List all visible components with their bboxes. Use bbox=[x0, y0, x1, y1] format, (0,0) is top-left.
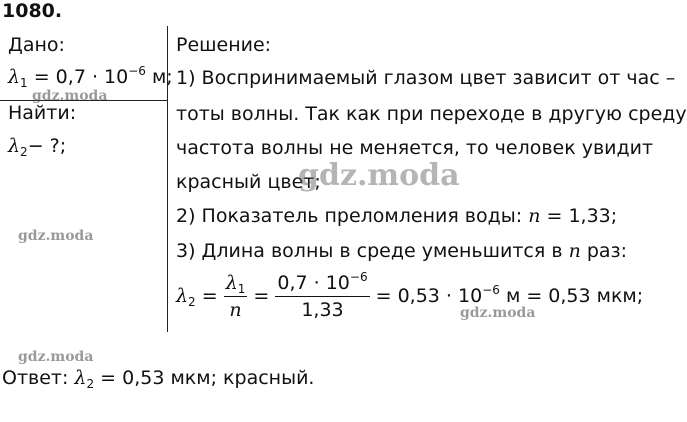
lambda2-symbol: λ bbox=[8, 135, 21, 157]
solution-line-5 bbox=[176, 205, 617, 227]
watermark: gdz.moda bbox=[32, 88, 108, 104]
frac1-den: n bbox=[229, 299, 242, 321]
problem-number: 1080. bbox=[2, 0, 63, 22]
find-lambda2 bbox=[8, 135, 66, 157]
line5-prefix: 2) Показатель преломления воды: bbox=[176, 205, 529, 227]
answer-value: = 0,53 мкм; красный. bbox=[94, 367, 315, 389]
given-lambda1 bbox=[8, 66, 173, 88]
formula-lhs-symbol: λ bbox=[176, 285, 189, 307]
lambda1-symbol: λ bbox=[8, 66, 21, 88]
formula-result-tail: м = 0,53 мкм; bbox=[499, 285, 644, 307]
frac2-num: 0,7 · 10 bbox=[277, 272, 350, 294]
solution-line-6 bbox=[176, 240, 627, 262]
answer-line bbox=[2, 367, 314, 389]
lambda1-unit: м; bbox=[145, 66, 173, 88]
answer-sub: 2 bbox=[86, 377, 95, 391]
lambda1-value: = 0,7 · 10 bbox=[27, 66, 129, 88]
answer-symbol: λ bbox=[74, 367, 87, 389]
wavelength-formula bbox=[176, 272, 643, 321]
find-label: Найти: bbox=[8, 102, 77, 124]
solution-line-1: 1) Воспринимаемый глазом цвет зависит от час – bbox=[176, 67, 676, 89]
line6-suffix: раз: bbox=[580, 240, 628, 262]
formula-result: = 0,53 · 10 bbox=[369, 285, 483, 307]
watermark: gdz.moda bbox=[460, 305, 536, 321]
lambda1-exp: −6 bbox=[128, 64, 146, 78]
frac2-num-exp: −6 bbox=[349, 270, 368, 284]
watermark: gdz.moda bbox=[18, 349, 94, 365]
line6-prefix: 3) Длина волны в среде уменьшится в bbox=[176, 240, 569, 262]
formula-lhs-sub: 2 bbox=[188, 295, 196, 309]
line5-var: n bbox=[528, 205, 541, 227]
formula-eq-2: = bbox=[247, 285, 276, 307]
line6-var: n bbox=[568, 240, 581, 262]
line5-value: = 1,33; bbox=[540, 205, 618, 227]
lambda2-sub: 2 bbox=[20, 145, 28, 159]
answer-label: Ответ: bbox=[2, 367, 75, 389]
solution-label: Решение: bbox=[176, 34, 272, 56]
solution-line-2: тоты волны. Так как при переходе в другую среду bbox=[176, 103, 687, 125]
lambda2-rest: − ?; bbox=[27, 135, 67, 157]
frac1-num-sub: 1 bbox=[237, 282, 246, 296]
fraction-lambda1-over-n bbox=[224, 272, 248, 321]
solution-line-4: красный цвет; bbox=[176, 171, 321, 193]
lambda1-sub: 1 bbox=[20, 76, 28, 90]
watermark: gdz.moda bbox=[18, 228, 94, 244]
frac2-den: 1,33 bbox=[301, 299, 344, 321]
given-label: Дано: bbox=[8, 34, 65, 56]
solution-line-3: частота волны не меняется, то человек увидит bbox=[176, 137, 654, 159]
frac1-num-symbol: λ bbox=[225, 272, 238, 294]
watermark: gdz.moda bbox=[298, 158, 460, 193]
formula-result-exp: −6 bbox=[482, 283, 500, 297]
formula-eq-1: = bbox=[195, 285, 224, 307]
fraction-numeric bbox=[275, 272, 369, 321]
